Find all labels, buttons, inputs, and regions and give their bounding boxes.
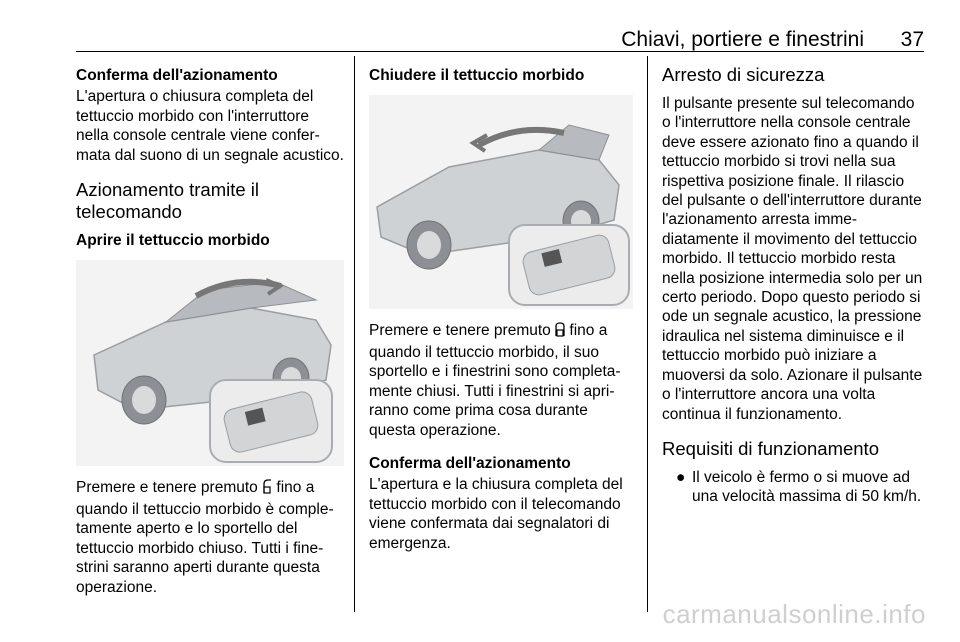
- watermark: carmanualsonline.info: [662, 599, 926, 629]
- confirm-paragraph-2: L'apertura e la chiusura completa del tettuccio morbido con il telecomando viene confermata dai segnalatori di emergenza.: [369, 476, 623, 552]
- open-roof-heading: Aprire il tettuccio morbido: [76, 232, 270, 249]
- chapter-title: Chiavi, portiere e finestrini: [621, 28, 864, 51]
- safety-stop-heading: Arresto di sicurezza: [662, 64, 825, 85]
- roof-open-icon: [262, 478, 272, 500]
- column-1: [76, 60, 344, 597]
- header-rule: [76, 51, 924, 52]
- column-3: [662, 60, 924, 507]
- remote-section-heading: Azionamento tramite il telecomando: [76, 179, 260, 222]
- safety-stop-paragraph: Il pulsante presente sul telecomando o l'interruttore nella console centrale deve essere azionato fino a quando il tettuccio morbido si trovi nella sua rispettiva posizione finale. Il rilascio del pulsante o dell'interruttore durante l'azionamento arresta imme-diatamente il movimento del tettuccio morbido. Il tettuccio morbido resta nella posizione intermedia solo per un certo periodo. Dopo questo periodo si ode un segnale acustico, la pressione idraulica nel sistema diminuisce e il tettuccio morbido può iniziare a muoversi da solo. Azionare il pulsante o l'interruttore ancora una volta continua il funzionamento.: [662, 95, 923, 423]
- open-roof-paragraph: Premere e tenere premuto fino a quando il tettuccio morbido è comple-tamente aperto e lo sportello del tettuccio morbido chiuso. Tutti i fine-strini saranno aperti durante questa operazione.: [76, 479, 334, 596]
- close-roof-paragraph: Premere e tenere premuto fino a quando il tettuccio morbido, il suo sportello e i finestrini sono completa-mente chiusi. Tutti i finestrini si apri-ranno come prima cosa durante questa operazione.: [369, 322, 621, 439]
- requirement-text: Il veicolo è fermo o si muove ad una velocità massima di 50 km/h.: [692, 468, 922, 506]
- column-2: [369, 60, 633, 553]
- confirm-paragraph: L'apertura o chiusura completa del tettuccio morbido con l'interruttore nella console centrale viene confer-mata dal suono di un segnale acustico.: [76, 88, 344, 164]
- car-open-roof-image: [76, 260, 344, 466]
- list-item: [662, 468, 924, 507]
- page-header: [76, 22, 924, 50]
- page-number: 37: [900, 28, 924, 51]
- confirm-heading: Conferma dell'azionamento: [76, 67, 278, 84]
- requirements-heading: Requisiti di funzionamento: [662, 437, 879, 459]
- close-roof-illustration: [369, 95, 633, 309]
- open-roof-illustration: [76, 260, 344, 466]
- roof-close-icon: [555, 321, 565, 343]
- car-close-roof-image: [369, 95, 633, 309]
- column-divider: [354, 56, 355, 612]
- confirm-heading-2: Conferma dell'azionamento: [369, 455, 571, 472]
- column-divider: [647, 56, 648, 612]
- close-roof-heading: Chiudere il tettuccio morbido: [369, 67, 585, 84]
- bullet-icon: ●: [676, 468, 686, 486]
